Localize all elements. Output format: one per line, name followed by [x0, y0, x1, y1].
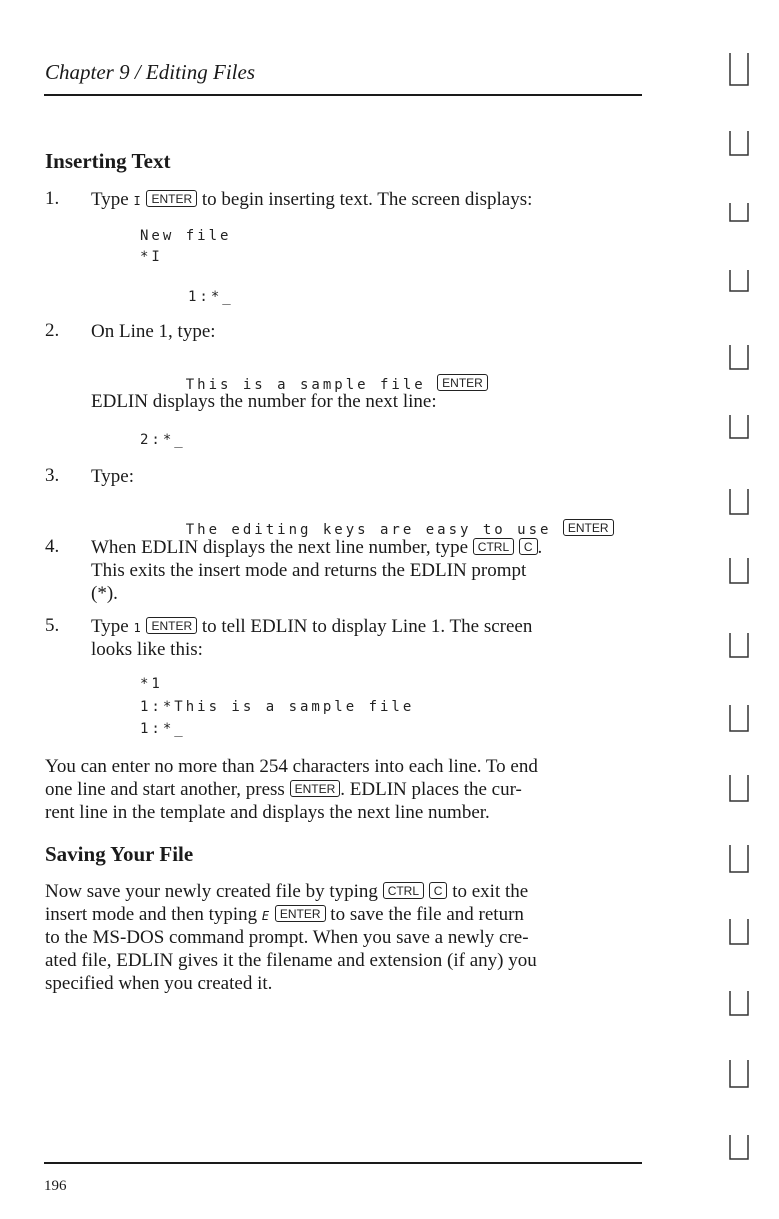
- saving-line-1-pre: Now save your newly created file by typing: [45, 881, 378, 902]
- enter-key: ENTER: [275, 905, 326, 922]
- step-4-line-1: [91, 536, 542, 559]
- screen-line: 2:*_: [140, 432, 186, 448]
- ctrl-key: CTRL: [383, 882, 424, 899]
- enter-key: ENTER: [290, 780, 341, 797]
- chapter-header: Chapter 9 / Editing Files: [45, 60, 255, 84]
- binding-hole-mark: [730, 633, 748, 657]
- step-number-4: 4.: [45, 536, 60, 557]
- screen-line: New file: [140, 228, 232, 244]
- saving-line-1: [45, 880, 528, 903]
- step-5-post: to tell EDLIN to display Line 1. The screen: [201, 616, 533, 637]
- step-1-pre: Type: [91, 189, 129, 210]
- step-number-5: 5.: [45, 615, 60, 636]
- step-1-text: [91, 188, 532, 213]
- saving-command: E: [261, 909, 271, 923]
- saving-line-2: [45, 903, 524, 928]
- saving-line-1-post: to exit the: [452, 881, 529, 902]
- saving-line-2-pre: insert mode and then typing: [45, 904, 258, 925]
- binding-hole-mark: [730, 1135, 748, 1159]
- step-4-period: .: [537, 537, 543, 558]
- step-3-text: Type:: [91, 466, 134, 487]
- screen-line: *I: [140, 249, 163, 265]
- screen-line: 1:*This is a sample file: [140, 699, 415, 715]
- saving-line-4: ated file, EDLIN gives it the filename and extension (if any) you: [45, 950, 537, 971]
- binding-hole-mark: [730, 489, 748, 514]
- c-key: C: [429, 882, 448, 899]
- binding-hole-mark: [730, 558, 748, 583]
- paragraph-line-2-pre: one line and start another, press: [45, 779, 285, 800]
- screen-line: 1:*_: [188, 289, 234, 305]
- section-title-saving: Saving Your File: [45, 842, 194, 866]
- binding-hole-mark: [730, 845, 748, 872]
- enter-key: ENTER: [146, 617, 197, 634]
- binding-hole-mark: [730, 415, 748, 438]
- saving-line-2-post: to save the file and return: [330, 904, 524, 925]
- binding-hole-mark: [730, 1060, 748, 1087]
- step-4-line-2: This exits the insert mode and returns the EDLIN prompt: [91, 560, 527, 581]
- binding-hole-mark: [730, 131, 748, 155]
- binding-hole-mark: [730, 270, 748, 291]
- enter-key: ENTER: [146, 190, 197, 207]
- saving-line-3: to the MS-DOS command prompt. When you save a newly cre-: [45, 927, 529, 948]
- paragraph-line-2-post: . EDLIN places the cur-: [340, 779, 522, 800]
- enter-key: ENTER: [437, 374, 488, 391]
- paragraph-line-1: You can enter no more than 254 characters into each line. To end: [45, 756, 538, 777]
- binding-hole-mark: [730, 919, 748, 944]
- step-5-line-2: looks like this:: [91, 639, 203, 660]
- step-4-pre: When EDLIN displays the next line number, type: [91, 537, 469, 558]
- binding-hole-mark: [730, 345, 748, 369]
- footer-rule: [44, 1162, 642, 1164]
- screen-line: 1:*_: [140, 721, 186, 737]
- ctrl-key: CTRL: [473, 538, 514, 555]
- step-number-2: 2.: [45, 320, 60, 341]
- c-key: C: [519, 538, 538, 555]
- step-5-line-1: [91, 615, 532, 640]
- binding-hole-mark: [730, 53, 748, 85]
- typed-text: This is a sample file: [185, 377, 426, 393]
- step-5-command: 1: [133, 621, 142, 635]
- binding-hole-mark: [730, 775, 748, 801]
- binding-hole-mark: [730, 203, 748, 221]
- step-number-3: 3.: [45, 465, 60, 486]
- step-number-1: 1.: [45, 188, 60, 209]
- typed-text: The editing keys are easy to use: [185, 522, 552, 538]
- step-2-after: EDLIN displays the number for the next line:: [91, 391, 437, 412]
- screen-line: *1: [140, 676, 163, 692]
- step-1-command: I: [133, 194, 142, 208]
- paragraph-line-2: [45, 778, 522, 801]
- step-2-text: On Line 1, type:: [91, 321, 216, 342]
- page-number: 196: [44, 1178, 67, 1194]
- step-5-pre: Type: [91, 616, 129, 637]
- step-1-post: to begin inserting text. The screen displays:: [201, 189, 533, 210]
- section-title-inserting: Inserting Text: [45, 149, 171, 173]
- binding-hole-mark: [730, 705, 748, 731]
- enter-key: ENTER: [563, 519, 614, 536]
- saving-line-5: specified when you created it.: [45, 973, 273, 994]
- binding-hole-mark: [730, 991, 748, 1015]
- paragraph-line-3: rent line in the template and displays the next line number.: [45, 802, 490, 823]
- header-rule: [44, 94, 642, 96]
- step-4-line-3: (*).: [91, 583, 118, 604]
- binding-marks: [720, 45, 760, 1175]
